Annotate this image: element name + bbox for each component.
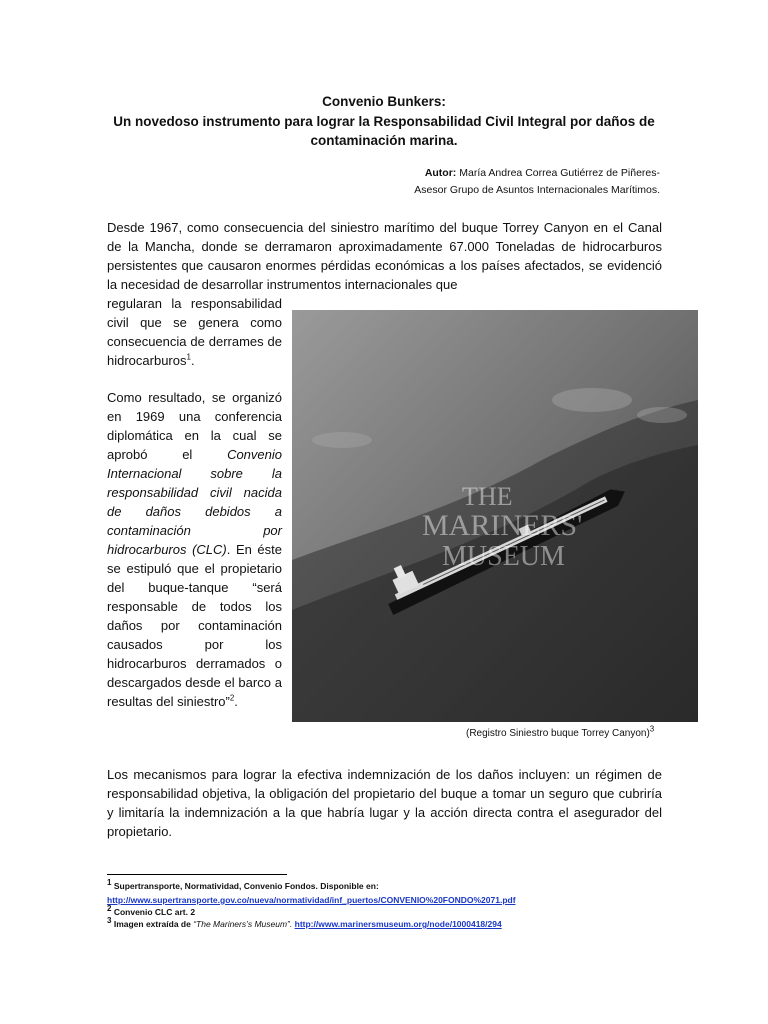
watermark-mariners: MARINERS' [422, 509, 583, 542]
footnote-2 [107, 906, 195, 918]
author-name: María Andrea Correa Gutiérrez de Piñeres- [459, 167, 660, 179]
document-title: Convenio Bunkers: [322, 94, 446, 109]
column-paragraph-2: Como resultado, se organizó en 1969 una conferencia diplomática en la cual se aprobó el Convenio Internacional sobre la responsabilidad civil nacida de daños debidos a contaminación por hidrocarburos (CLC). En éste se estipuló que el propietario del buque-tanque “será responsable de todos los daños por contaminación causados por los hidrocarburos derramados o descargados desde el barco a resultas del siniestro”$^2$. [107, 390, 283, 709]
tanker-ship-image [292, 310, 698, 722]
footnote-2-text: Convenio CLC art. 2 [113, 907, 196, 917]
footnote-1 [107, 880, 379, 892]
footnote-1-text: Supertransporte, Normatividad, Convenio Fondos. Disponible en: [113, 881, 379, 891]
intro-paragraph: Desde 1967, como consecuencia del siniestro marítimo del buque Torrey Canyon en el Canal de la Mancha, donde se derramaron aproximadamente 67.000 Toneladas de hidrocarburos persistentes que causaron enormes pérdidas económicas a los países afectados, se evidenció la necesidad de desarrollar instrumentos internacionales que [107, 220, 662, 292]
tanker-photo [292, 310, 698, 722]
footnote-3-link[interactable]: http://www.marinersmuseum.org/node/1000418/294 [294, 919, 502, 929]
footnote-3-source: “The Mariners’s Museum”. [193, 919, 293, 929]
footnote-3 [107, 918, 502, 930]
footnote-2-number: 2 [107, 904, 112, 914]
footnote-3-text: Imagen extraída de [113, 919, 191, 929]
footnote-divider [107, 874, 287, 875]
author-line [425, 165, 660, 181]
footnote-ref-3[interactable]: 3 [649, 724, 655, 734]
document-subtitle: Un novedoso instrumento para lograr la Responsabilidad Civil Integral por daños de [113, 114, 655, 129]
footnote-1-link[interactable]: http://www.supertransporte.gov.co/nueva/normatividad/inf_puertos/CONVENIO%20FONDO%2071.pdf [107, 895, 516, 905]
final-paragraph: Los mecanismos para lograr la efectiva indemnización de los daños incluyen: un régimen de responsabilidad objetiva, la obligación del propietario del buque a tomar un seguro que cubriría y limitaría la indemnización a la que habría lugar y la acción directa contra el asegurador del propietario. [107, 767, 662, 839]
author-label: Autor: [424, 167, 457, 179]
col2-text-a: Como resultado, se organizó en 1969 una conferencia diplomática en la cual se aprobó el [107, 390, 282, 462]
footnote-ref-1[interactable]: 1 [186, 352, 191, 362]
col1-text: regularan la responsabilidad civil que se genera como consecuencia de derrames de hidrocarburos [107, 296, 282, 368]
author-role: Asesor Grupo de Asuntos Internacionales Marítimos. [414, 184, 660, 196]
photo-caption [466, 724, 655, 739]
footnote-1-number: 1 [107, 878, 112, 888]
col2-text-b: . En éste se estipuló que el propietario del buque-tanque “será responsable de todos los daños por contaminación causados por los hidrocarburos derramados o descargados desde el barco a resultas del siniestro” [107, 542, 283, 709]
watermark-the: THE [462, 482, 513, 511]
footnote-ref-2[interactable]: 2 [229, 693, 235, 703]
column-paragraph-1: regularan la responsabilidad civil que se genera como consecuencia de derrames de hidrocarburos$^1$. [107, 296, 282, 368]
caption-text: (Registro Siniestro buque Torrey Canyon) [466, 728, 650, 739]
watermark-museum: MUSEUM [442, 541, 565, 572]
col2-convention-name: Convenio Internacional sobre la responsabilidad civil nacida de daños debidos a contaminación por hidrocarburos (CLC) [107, 447, 282, 557]
footnote-3-number: 3 [107, 916, 112, 926]
document-subtitle-cont: contaminación marina. [310, 133, 458, 148]
footnote-1-link-line [107, 894, 516, 906]
